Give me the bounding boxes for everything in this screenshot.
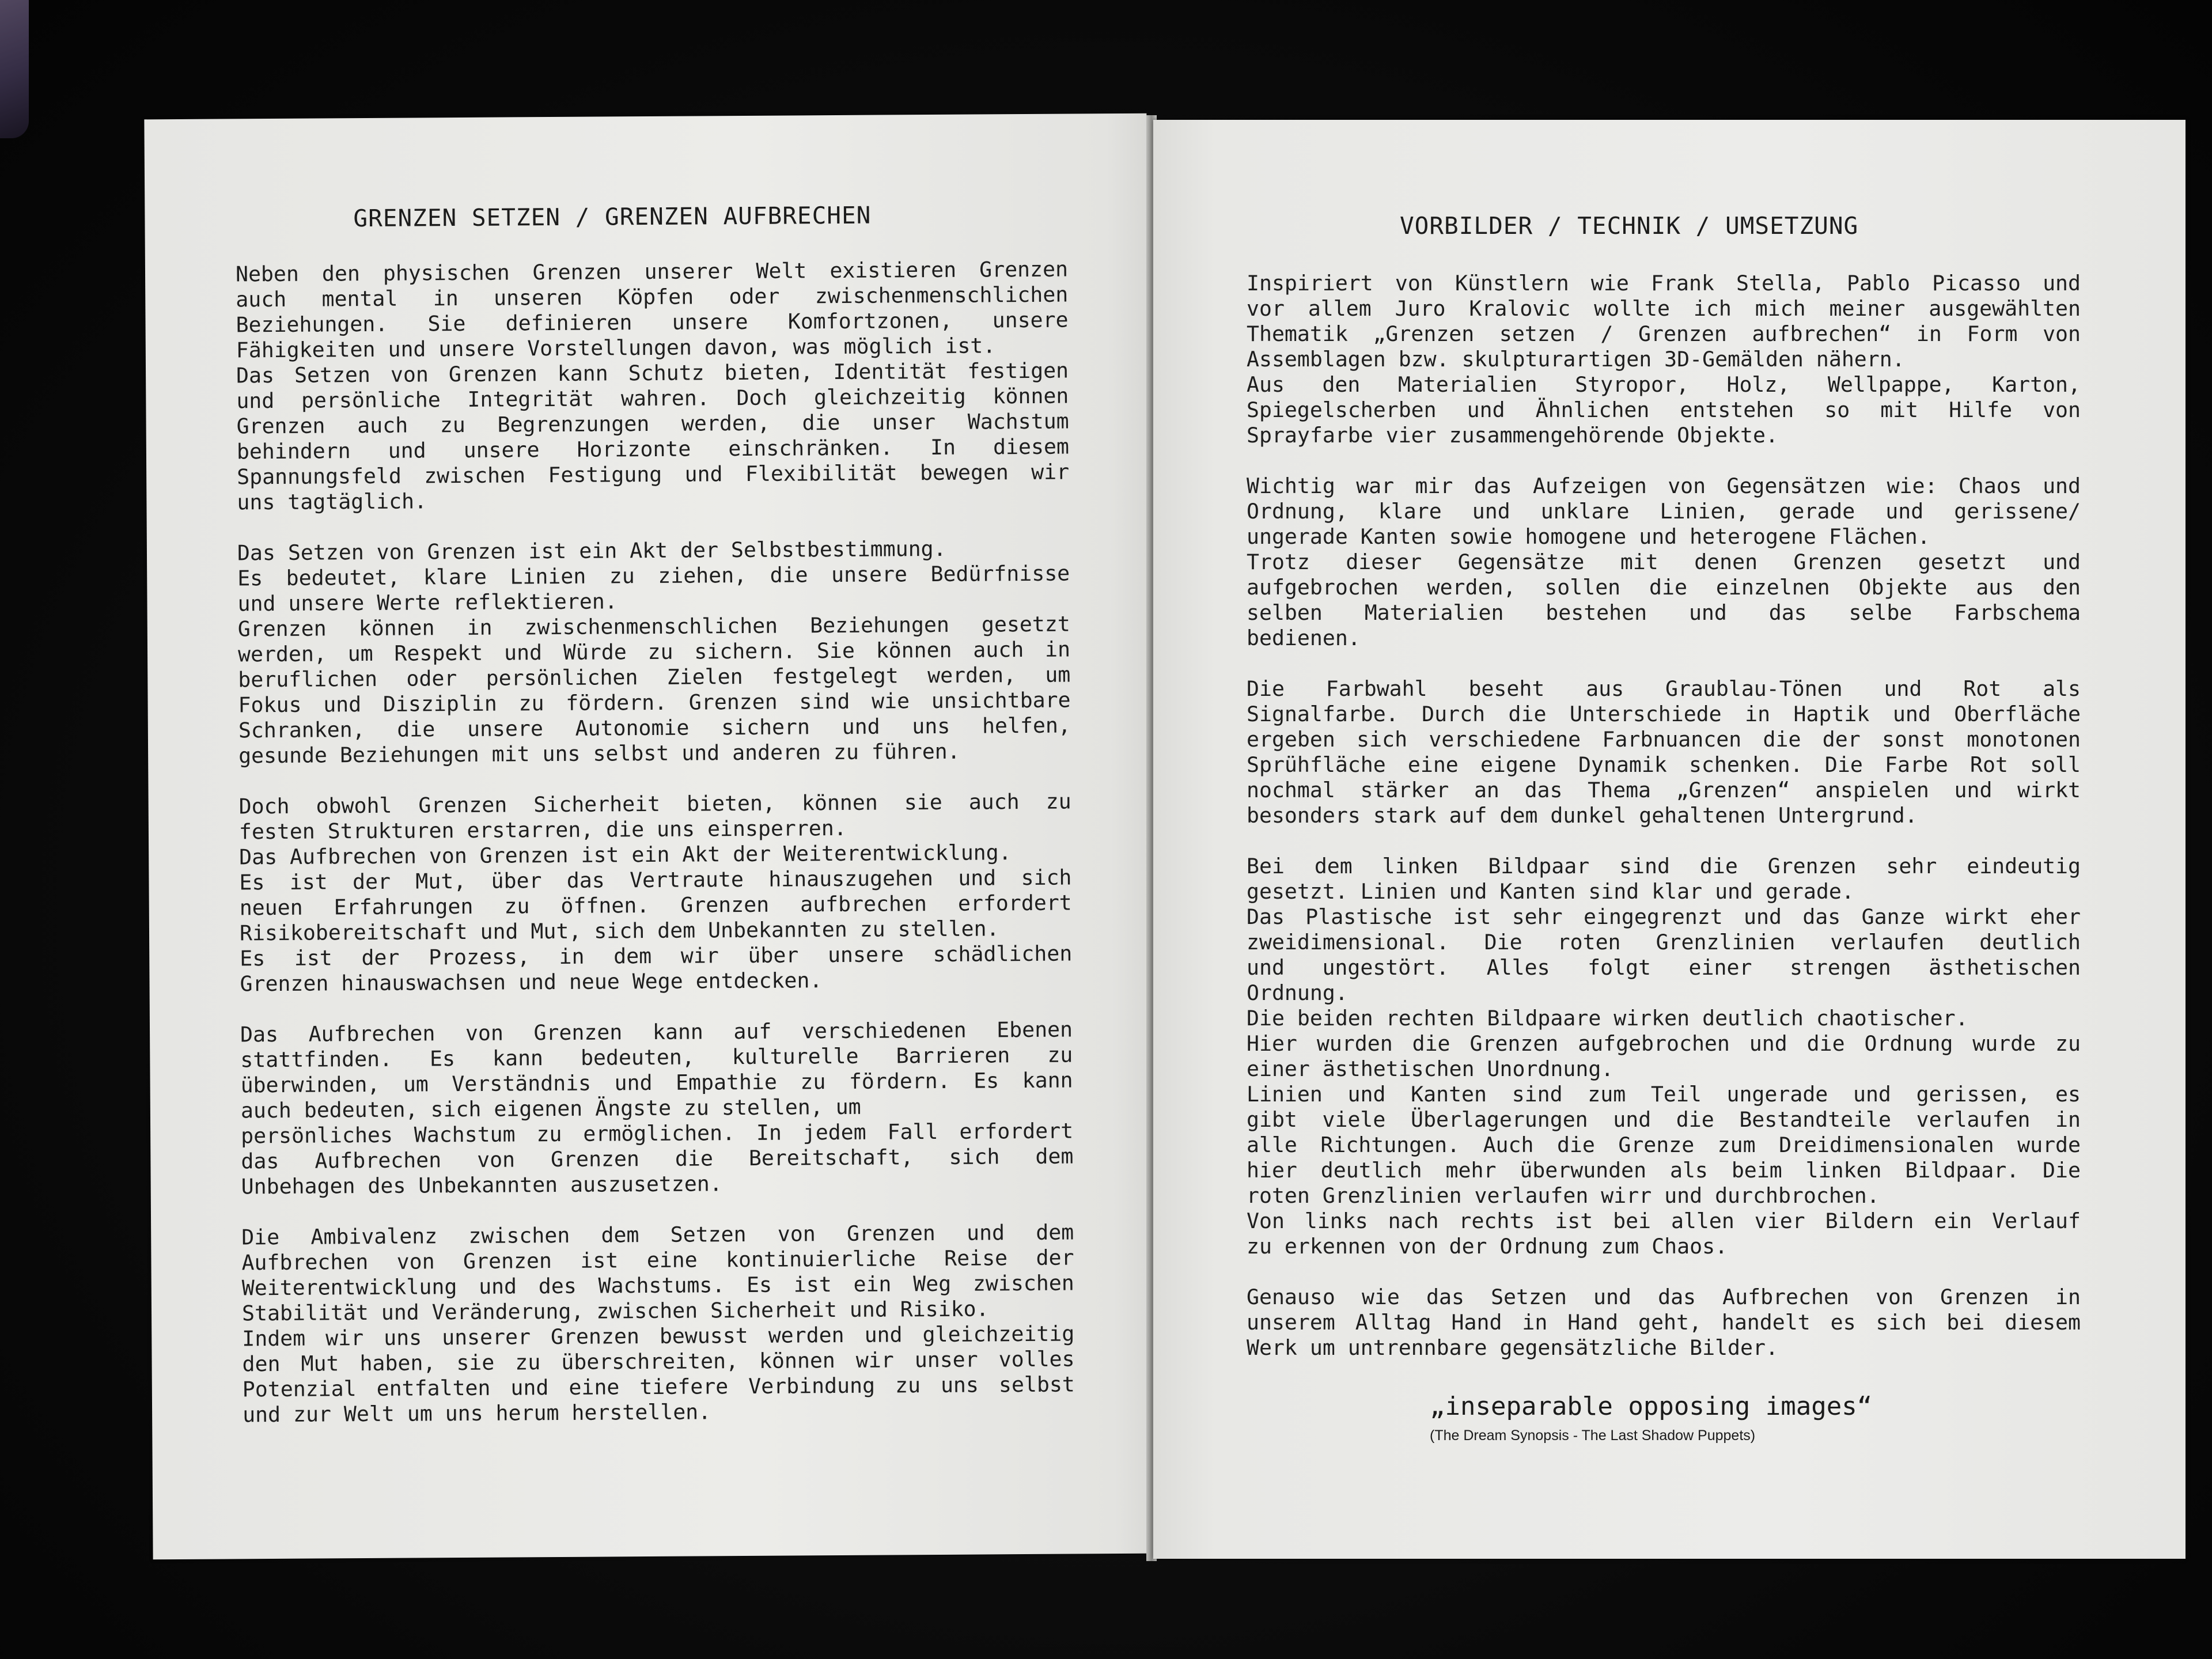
text-line: Wichtig war mir das Aufzeigen von Gegensätzen wie: Chaos und: [1247, 474, 2081, 498]
text-line: Thematik „Grenzen setzen / Grenzen aufbrechen“ in Form von: [1247, 321, 2081, 346]
text-line: Es bedeutet, klare Linien zu ziehen, die unsere Bedürfnisse: [237, 560, 1070, 591]
left-page: [144, 113, 1155, 1560]
text-line: Genauso wie das Setzen und das Aufbrechen von Grenzen in: [1247, 1285, 2081, 1309]
text-line: ungerade Kanten sowie homogene und heterogene Flächen.: [1247, 524, 1930, 549]
text-line: bedienen.: [1247, 626, 1361, 650]
text-line: Von links nach rechts ist bei allen vier Bildern ein Verlauf: [1247, 1209, 2081, 1233]
paragraph: [1247, 271, 2081, 448]
text-line: Linien und Kanten sind zum Teil ungerade und gerissen, es: [1247, 1082, 2081, 1107]
text-line: Bei dem linken Bildpaar sind die Grenzen sehr eindeutig: [1247, 854, 2081, 878]
text-line: Neben den physischen Grenzen unserer Welt existieren Grenzen: [235, 256, 1069, 287]
text-line: beruflichen oder persönlichen Zielen festgelegt werden, um: [238, 662, 1071, 692]
text-line: Das Plastische ist sehr eingegrenzt und das Ganze wirkt eher: [1247, 904, 2081, 929]
text-line: Assemblagen bzw. skulpturartigen 3D-Gemälden nähern.: [1247, 347, 1905, 372]
text-line: Inspiriert von Künstlern wie Frank Stella, Pablo Picasso und: [1247, 271, 2081, 296]
paragraph: [239, 789, 1073, 997]
text-line: Es ist der Mut, über das Vertraute hinauszugehen und sich: [239, 865, 1072, 895]
right-page-title: VORBILDER / TECHNIK / UMSETZUNG: [1400, 212, 1859, 240]
text-line: Ordnung.: [1247, 980, 1348, 1005]
paragraph: [1247, 1285, 2081, 1361]
text-line: Schranken, die unsere Autonomie sichern und uns helfen,: [238, 713, 1071, 743]
paragraph: [236, 257, 1070, 516]
left-page-title: GRENZEN SETZEN / GRENZEN AUFBRECHEN: [353, 201, 872, 233]
text-line: Die Ambivalenz zwischen dem Setzen von Grenzen und dem: [241, 1219, 1074, 1250]
text-line: Potenzial entfalten und eine tiefere Verbindung zu uns selbst: [242, 1372, 1075, 1402]
text-line: überwinden, um Verständnis und Empathie zu fördern. Es kann: [240, 1067, 1073, 1098]
text-line: werden, um Respekt und Würde zu sichern. Sie können auch in: [237, 637, 1071, 667]
text-line: aufgebrochen werden, sollen die einzelnen Objekte aus den: [1247, 575, 2081, 600]
text-line: Spannungsfeld zwischen Festigung und Flexibilität bewegen wir: [237, 459, 1070, 490]
text-line: Die beiden rechten Bildpaare wirken deutlich chaotischer.: [1247, 1006, 1968, 1031]
quote-source: (The Dream Synopsis - The Last Shadow Puppets): [1430, 1427, 1756, 1444]
text-line: vor allem Juro Kralovic wollte ich mich meiner ausgewählten: [1247, 296, 2081, 321]
text-line: Es ist der Prozess, in dem wir über unsere schädlichen: [240, 941, 1073, 971]
text-line: Aufbrechen von Grenzen ist eine kontinuierliche Reise der: [241, 1245, 1074, 1275]
text-line: stattfinden. Es kann bedeuten, kulturelle Barrieren zu: [240, 1042, 1073, 1073]
text-line: Sprayfarbe vier zusammengehörende Objekte.: [1247, 423, 1778, 448]
text-line: Grenzen können in zwischenmenschlichen Beziehungen gesetzt: [237, 611, 1070, 642]
text-line: Risikobereitschaft und Mut, sich dem Unbekannten zu stellen.: [239, 916, 999, 946]
text-line: hier deutlich mehr überwunden als beim linken Bildpaar. Die: [1247, 1158, 2081, 1183]
text-line: Grenzen auch zu Begrenzungen werden, die unser Wachstum: [236, 408, 1069, 439]
text-line: auch bedeuten, sich eigenen Ängste zu stellen, um: [240, 1094, 861, 1123]
text-line: besonders stark auf dem dunkel gehaltenen Untergrund.: [1247, 803, 1918, 828]
text-line: und unsere Werte reflektieren.: [237, 589, 618, 616]
text-line: alle Richtungen. Auch die Grenze zum Dreidimensionalen wurde: [1247, 1132, 2081, 1157]
text-line: Das Setzen von Grenzen kann Schutz bieten, Identität festigen: [236, 358, 1069, 388]
text-line: Grenzen hinauswachsen und neue Wege entdecken.: [240, 968, 823, 997]
left-page-body: [236, 257, 1075, 1428]
text-line: zweidimensional. Die roten Grenzlinien verlaufen deutlich: [1247, 930, 2081, 955]
text-line: Trotz dieser Gegensätze mit denen Grenzen gesetzt und: [1247, 550, 2081, 574]
text-line: Spiegelscherben und Ähnlichen entstehen so mit Hilfe von: [1247, 397, 2081, 422]
text-line: Weiterentwicklung und des Wachstums. Es ist ein Weg zwischen: [241, 1270, 1074, 1301]
text-line: zu erkennen von der Ordnung zum Chaos.: [1247, 1234, 1728, 1259]
text-line: Beziehungen. Sie definieren unsere Komfortzonen, unsere: [236, 307, 1069, 338]
text-line: einer ästhetischen Unordnung.: [1247, 1056, 1614, 1081]
text-line: Fähigkeiten und unsere Vorstellungen davon, was möglich ist.: [236, 333, 996, 363]
corner-object: [0, 0, 29, 138]
text-line: Hier wurden die Grenzen aufgebrochen und die Ordnung wurde zu: [1247, 1031, 2081, 1056]
right-page: [1153, 120, 2186, 1559]
text-line: Fokus und Disziplin zu fördern. Grenzen sind wie unsichtbare: [238, 687, 1071, 718]
text-line: auch mental in unseren Köpfen oder zwischenmenschlichen: [236, 282, 1069, 312]
text-line: gibt viele Überlagerungen und die Bestandteile verlaufen in: [1247, 1107, 2081, 1132]
text-line: Das Setzen von Grenzen ist ein Akt der Selbstbestimmung.: [237, 536, 946, 566]
text-line: das Aufbrechen von Grenzen die Bereitschaft, sich dem: [241, 1143, 1074, 1174]
text-line: Ordnung, klare und unklare Linien, gerade und gerissene/: [1247, 499, 2081, 524]
text-line: neuen Erfahrungen zu öffnen. Grenzen aufbrechen erfordert: [239, 890, 1072, 921]
text-line: Doch obwohl Grenzen Sicherheit bieten, können sie auch zu: [238, 789, 1071, 819]
text-line: Die Farbwahl beseht aus Graublau-Tönen und Rot als: [1247, 676, 2081, 701]
text-line: den Mut haben, sie zu überschreiten, können wir unser volles: [242, 1346, 1075, 1377]
text-line: Werk um untrennbare gegensätzliche Bilder.: [1247, 1335, 1778, 1360]
text-line: Unbehagen des Unbekannten auszusetzen.: [241, 1171, 722, 1199]
paragraph: [1247, 474, 2081, 651]
paragraph: [1247, 676, 2081, 828]
text-line: Das Aufbrechen von Grenzen ist ein Akt der Weiterentwicklung.: [239, 840, 1012, 870]
text-line: roten Grenzlinien verlaufen wirr und durchbrochen.: [1247, 1183, 1880, 1208]
text-line: behindern und unsere Horizonte einschränken. In diesem: [236, 434, 1070, 464]
text-line: uns tagtäglich.: [237, 488, 427, 515]
closing-quote: „inseparable opposing images“: [1430, 1392, 1873, 1421]
text-line: Indem wir uns unserer Grenzen bewusst werden und gleichzeitig: [242, 1321, 1075, 1351]
text-line: und persönliche Integrität wahren. Doch gleichzeitig können: [236, 383, 1069, 414]
text-line: festen Strukturen erstarren, die uns einsperren.: [238, 815, 847, 844]
text-line: unserem Alltag Hand in Hand geht, handelt es sich bei diesem: [1247, 1310, 2081, 1335]
right-page-body: [1247, 271, 2081, 1361]
text-line: persönliches Wachstum zu ermöglichen. In jedem Fall erfordert: [241, 1118, 1074, 1149]
text-line: gesunde Beziehungen mit uns selbst und anderen zu führen.: [238, 738, 960, 768]
text-line: nochmal stärker an das Thema „Grenzen“ anspielen und wirkt: [1247, 778, 2081, 802]
text-line: ergeben sich verschiedene Farbnuancen die der sonst monotonen: [1247, 727, 2081, 752]
text-line: und zur Welt um uns herum herstellen.: [242, 1399, 711, 1427]
text-line: Das Aufbrechen von Grenzen kann auf verschiedenen Ebenen: [240, 1017, 1073, 1047]
text-line: Signalfarbe. Durch die Unterschiede in Haptik und Oberfläche: [1247, 702, 2081, 726]
text-line: gesetzt. Linien und Kanten sind klar und gerade.: [1247, 879, 1854, 904]
paragraph: [237, 536, 1071, 769]
text-line: Stabilität und Veränderung, zwischen Sicherheit und Risiko.: [241, 1296, 989, 1326]
text-line: selben Materialien bestehen und das selbe Farbschema: [1247, 600, 2081, 625]
paragraph: [1247, 854, 2081, 1259]
text-line: Sprühfläche eine eigene Dynamik schenken. Die Farbe Rot soll: [1247, 752, 2081, 777]
paragraph: [240, 1017, 1074, 1200]
text-line: Aus den Materialien Styropor, Holz, Wellpappe, Karton,: [1247, 372, 2081, 397]
text-line: und ungestört. Alles folgt einer strengen ästhetischen: [1247, 955, 2081, 980]
paragraph: [241, 1220, 1075, 1428]
